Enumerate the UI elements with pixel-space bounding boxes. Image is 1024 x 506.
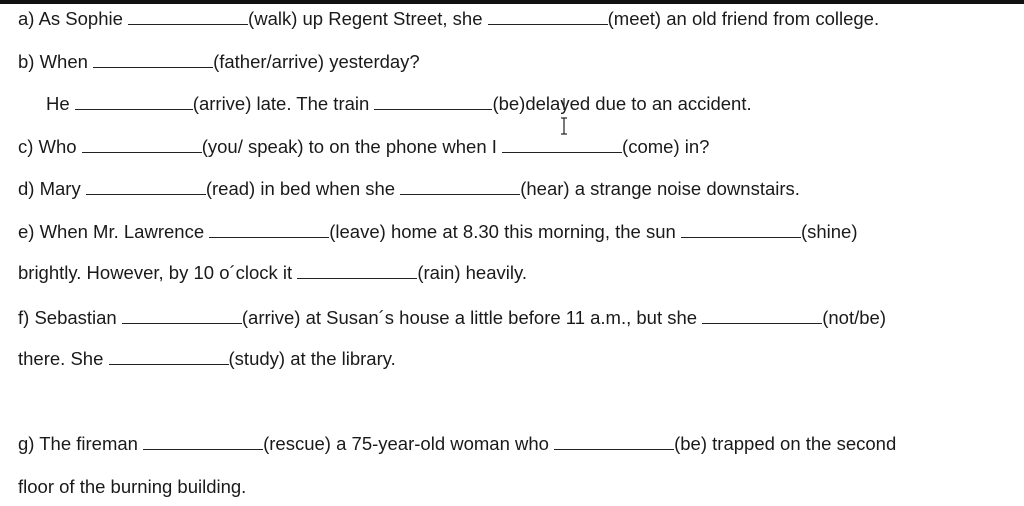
- line-text: c) Who: [18, 136, 82, 157]
- line-text: (read) in bed when she: [205, 178, 401, 199]
- text-cursor-icon: [559, 96, 569, 140]
- answer-blank[interactable]: [93, 53, 213, 68]
- answer-blank[interactable]: [374, 95, 492, 110]
- answer-blank[interactable]: [400, 180, 520, 195]
- exercise-line-e: [18, 221, 858, 243]
- line-text: (come) in?: [622, 136, 710, 157]
- exercise-line-d: [18, 178, 800, 200]
- line-text: (father/arrive) yesterday?: [213, 51, 420, 72]
- line-text: (you/ speak) to on the phone when I: [201, 136, 503, 157]
- answer-blank[interactable]: [109, 350, 229, 365]
- answer-blank[interactable]: [702, 309, 822, 324]
- exercise-line-f: [18, 307, 886, 329]
- line-text: (study) at the library.: [228, 348, 396, 369]
- line-text: (rescue) a 75-year-old woman who: [263, 433, 555, 454]
- exercise-line-b2: [46, 93, 752, 115]
- line-text: b) When: [18, 51, 94, 72]
- line-text: (walk) up Regent Street, she: [248, 8, 488, 29]
- exercise-line-b: [18, 51, 420, 73]
- line-text: e) When Mr. Lawrence: [18, 221, 210, 242]
- line-text: (shine): [800, 221, 858, 242]
- line-text: d) Mary: [18, 178, 86, 199]
- exercise-line-g2: [18, 476, 246, 498]
- line-text: floor of the burning building.: [18, 476, 247, 497]
- line-text: (arrive) at Susan´s house a little before 11 a.m., but she: [241, 307, 703, 328]
- line-text: (rain) heavily.: [417, 262, 527, 283]
- answer-blank[interactable]: [297, 264, 417, 279]
- top-border: [0, 0, 1024, 4]
- exercise-line-g: [18, 433, 896, 455]
- answer-blank[interactable]: [75, 95, 193, 110]
- line-text: (be) trapped on the second: [674, 433, 897, 454]
- answer-blank[interactable]: [86, 180, 206, 195]
- exercise-line-f2: [18, 348, 396, 370]
- answer-blank[interactable]: [554, 435, 674, 450]
- line-text: (arrive) late. The train: [192, 93, 375, 114]
- exercise-line-c: [18, 136, 709, 158]
- line-text: (be)delayed due to an accident.: [492, 93, 752, 114]
- answer-blank[interactable]: [681, 223, 801, 238]
- answer-blank[interactable]: [128, 10, 248, 25]
- answer-blank[interactable]: [82, 138, 202, 153]
- line-text: g) The fireman: [18, 433, 144, 454]
- line-text: (meet) an old friend from college.: [607, 8, 880, 29]
- exercise-line-e2: [18, 262, 527, 284]
- line-text: f) Sebastian: [18, 307, 122, 328]
- line-text: brightly. However, by 10 o´clock it: [18, 262, 298, 283]
- answer-blank[interactable]: [209, 223, 329, 238]
- answer-blank[interactable]: [143, 435, 263, 450]
- line-text: (leave) home at 8.30 this morning, the sun: [329, 221, 681, 242]
- line-text: there. She: [18, 348, 109, 369]
- line-text: (not/be): [822, 307, 886, 328]
- line-text: a) As Sophie: [18, 8, 129, 29]
- exercise-line-a: [18, 8, 879, 30]
- answer-blank[interactable]: [122, 309, 242, 324]
- answer-blank[interactable]: [502, 138, 622, 153]
- line-text: He: [46, 93, 75, 114]
- answer-blank[interactable]: [488, 10, 608, 25]
- line-text: (hear) a strange noise downstairs.: [520, 178, 800, 199]
